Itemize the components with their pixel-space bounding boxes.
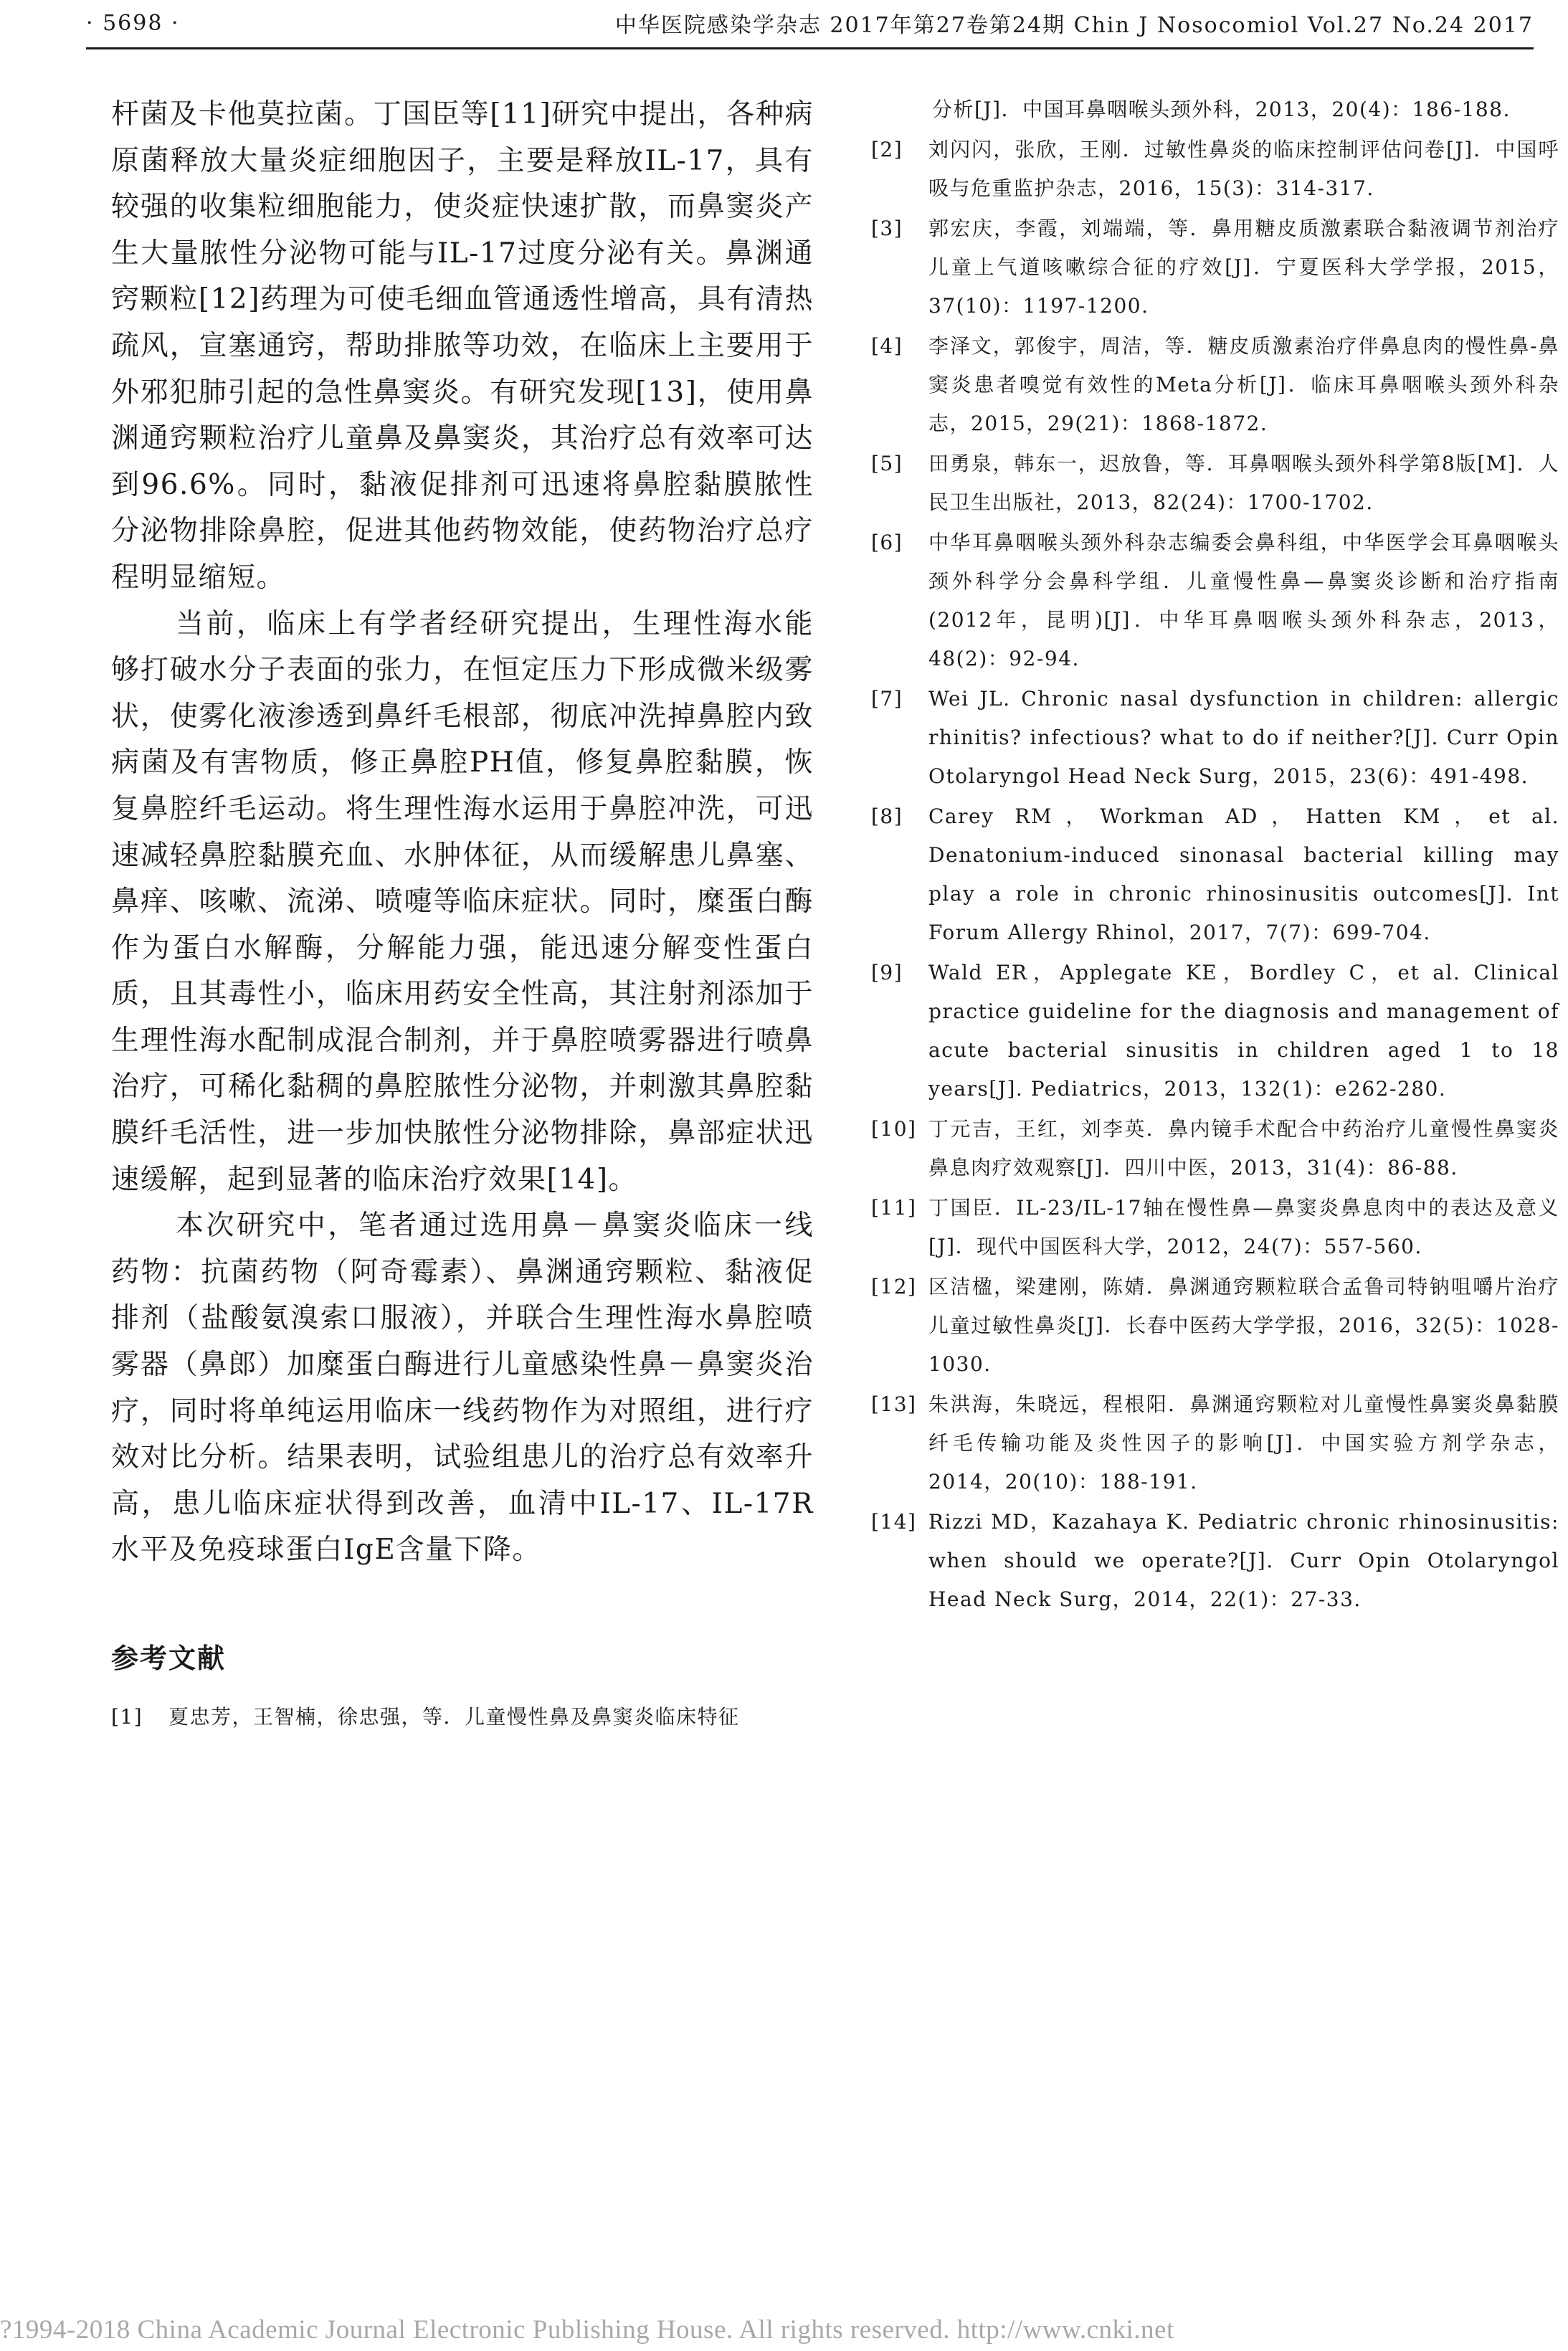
references-heading: 参考文献 [111,1642,227,1674]
reference-text: 朱洪海，朱晓远，程根阳．鼻渊通窍颗粒对儿童慢性鼻窦炎鼻黏膜纤毛传输功能及炎性因子的影响[J]．中国实验方剂学杂志，2014，20(10)：188-191. [928,1392,1559,1493]
reference-number: [1] [111,1705,143,1729]
reference-text: Carey RM，Workman AD，Hatten KM，et al. Denatonium-induced sinonasal bacterial killing may play a role in chronic rhinosinusitis outcomes[J]. Int Forum Allergy Rhinol，2017，7(7)：699-704. [928,804,1559,944]
body-text-left-column [111,92,814,1574]
reference-text: 郭宏庆，李霞，刘端端，等．鼻用糖皮质激素联合黏液调节剂治疗儿童上气道咳嗽综合征的疗效[J]．宁夏医科大学学报，2015，37(10)：1197-1200. [928,217,1559,318]
reference-text: 中华耳鼻咽喉头颈外科杂志编委会鼻科组，中华医学会耳鼻咽喉头颈外科学分会鼻科学组．儿童慢性鼻—鼻窦炎诊断和治疗指南(2012年，昆明)[J]．中华耳鼻咽喉头颈外科杂志，2013，48(2)：92-94. [928,531,1559,670]
reference-item [871,327,1559,443]
reference-item [871,1268,1559,1384]
reference-item [111,1698,814,1737]
reference-number: [5] [871,452,903,475]
reference-item [871,1385,1559,1501]
reference-number: [11] [871,1196,917,1220]
reference-continuation: 分析[J]．中国耳鼻咽喉头颈外科，2013，20(4)：186-188. [932,98,1511,121]
reference-item [871,1110,1559,1187]
copyright-footer: ?1994-2018 China Academic Journal Electronic Publishing House. All rights reserved. http://www.cnki.net [0,2315,1174,2345]
reference-number: [12] [871,1275,917,1298]
reference-text: 刘闪闪，张欣，王刚．过敏性鼻炎的临床控制评估问卷[J]．中国呼吸与危重监护杂志，2016，15(3)：314-317. [928,138,1559,200]
reference-item [871,523,1559,678]
page-number: · 5698 · [86,10,180,36]
reference-number: [3] [871,217,903,240]
journal-citation: 中华医院感染学杂志 2017年第27卷第24期 Chin J Nosocomiol Vol.27 No.24 2017 [614,13,1534,38]
reference-text: 丁元吉，王红，刘李英．鼻内镜手术配合中药治疗儿童慢性鼻窦炎鼻息肉疗效观察[J]．四川中医，2013，31(4)：86-88. [928,1117,1559,1179]
references-right-column [871,130,1559,1620]
reference-text: Wei JL. Chronic nasal dysfunction in children: allergic rhinitis? infectious? what to do if neither?[J]. Curr Opin Otolaryngol Head Neck Surg，2015，23(6)：491-498. [928,687,1559,788]
reference-text: 夏忠芳，王智楠，徐忠强，等．儿童慢性鼻及鼻窦炎临床特征 [168,1705,740,1729]
reference-number: [2] [871,138,903,161]
reference-text: 田勇泉，韩东一，迟放鲁，等．耳鼻咽喉头颈外科学第8版[M]．人民卫生出版社，2013，82(24)：1700-1702. [928,452,1559,514]
reference-item [871,209,1559,326]
reference-number: [6] [871,531,903,554]
reference-text: Wald ER，Applegate KE，Bordley C，et al. Clinical practice guideline for the diagnosis and management of acute bacterial sinusitis in children aged 1 to 18 years[J]. Pediatrics，2013，132(1)：e262-280. [928,961,1559,1101]
reference-item [871,1503,1559,1619]
reference-item [871,445,1559,522]
reference-text: 丁国臣．IL-23/IL-17轴在慢性鼻—鼻窦炎鼻息肉中的表达及意义[J]．现代中国医科大学，2012，24(7)：557-560. [928,1196,1559,1258]
body-paragraph: 当前，临床上有学者经研究提出，生理性海水能够打破水分子表面的张力，在恒定压力下形成微米级雾状，使雾化液渗透到鼻纤毛根部，彻底冲洗掉鼻腔内致病菌及有害物质，修正鼻腔PH值，修复鼻腔黏膜，恢复鼻腔纤毛运动。将生理性海水运用于鼻腔冲洗，可迅速减轻鼻腔黏膜充血、水肿体征，从而缓解患儿鼻塞、鼻痒、咳嗽、流涕、喷嚏等临床症状。同时，糜蛋白酶作为蛋白水解酶，分解能力强，能迅速分解变性蛋白质，且其毒性小，临床用药安全性高，其注射剂添加于生理性海水配制成混合制剂，并于鼻腔喷雾器进行喷鼻治疗，可稀化黏稠的鼻腔脓性分泌物，并刺激其鼻腔黏膜纤毛活性，进一步加快脓性分泌物排除，鼻部症状迅速缓解，起到显著的临床治疗效果[14]。 [111,607,814,1196]
body-paragraph: 本次研究中，笔者通过选用鼻－鼻窦炎临床一线药物：抗菌药物（阿奇霉素）、鼻渊通窍颗粒、黏液促排剂（盐酸氨溴索口服液），并联合生理性海水鼻腔喷雾器（鼻郎）加糜蛋白酶进行儿童感染性鼻－鼻窦炎治疗，同时将单纯运用临床一线药物作为对照组，进行疗效对比分析。结果表明，试验组患儿的治疗总有效率升高，患儿临床症状得到改善，血清中IL-17、IL-17R水平及免疫球蛋白IgE含量下降。 [111,1210,814,1567]
header-rule [86,47,1534,49]
reference-item [871,954,1559,1108]
reference-number: [4] [871,334,903,358]
reference-item [871,680,1559,796]
running-header [86,0,1534,46]
body-paragraph: 杆菌及卡他莫拉菌。丁国臣等[11]研究中提出，各种病原菌释放大量炎症细胞因子，主要是释放IL-17，具有较强的收集粒细胞能力，使炎症快速扩散，而鼻窦炎产生大量脓性分泌物可能与IL-17过度分泌有关。鼻渊通窍颗粒[12]药理为可使毛细血管通透性增高，具有清热疏风，宣塞通窍，帮助排脓等功效，在临床上主要用于外邪犯肺引起的急性鼻窦炎。有研究发现[13]，使用鼻渊通窍颗粒治疗儿童鼻及鼻窦炎，其治疗总有效率可达到96.6%。同时，黏液促排剂可迅速将鼻腔黏膜脓性分泌物排除鼻腔，促进其他药物效能，使药物治疗总疗程明显缩短。 [111,98,814,594]
reference-text: 区洁楹，梁建刚，陈婧．鼻渊通窍颗粒联合孟鲁司特钠咀嚼片治疗儿童过敏性鼻炎[J]．长春中医药大学学报，2016，32(5)：1028-1030. [928,1275,1559,1376]
reference-number: [7] [871,687,903,711]
reference-number: [14] [871,1510,917,1534]
reference-number: [9] [871,961,903,984]
reference-item [871,1189,1559,1266]
reference-number: [10] [871,1117,917,1141]
reference-item [871,130,1559,208]
reference-item [871,797,1559,952]
reference-text: Rizzi MD，Kazahaya K. Pediatric chronic rhinosinusitis: when should we operate?[J]. Curr Opin Otolaryngol Head Neck Surg，2014，22(1)：27-33. [928,1510,1559,1611]
reference-text: 李泽文，郭俊宇，周洁，等．糖皮质激素治疗伴鼻息肉的慢性鼻-鼻窦炎患者嗅觉有效性的Meta分析[J]．临床耳鼻咽喉头颈外科杂志，2015，29(21)：1868-1872. [928,334,1559,435]
reference-number: [13] [871,1392,917,1416]
reference-number: [8] [871,804,903,828]
